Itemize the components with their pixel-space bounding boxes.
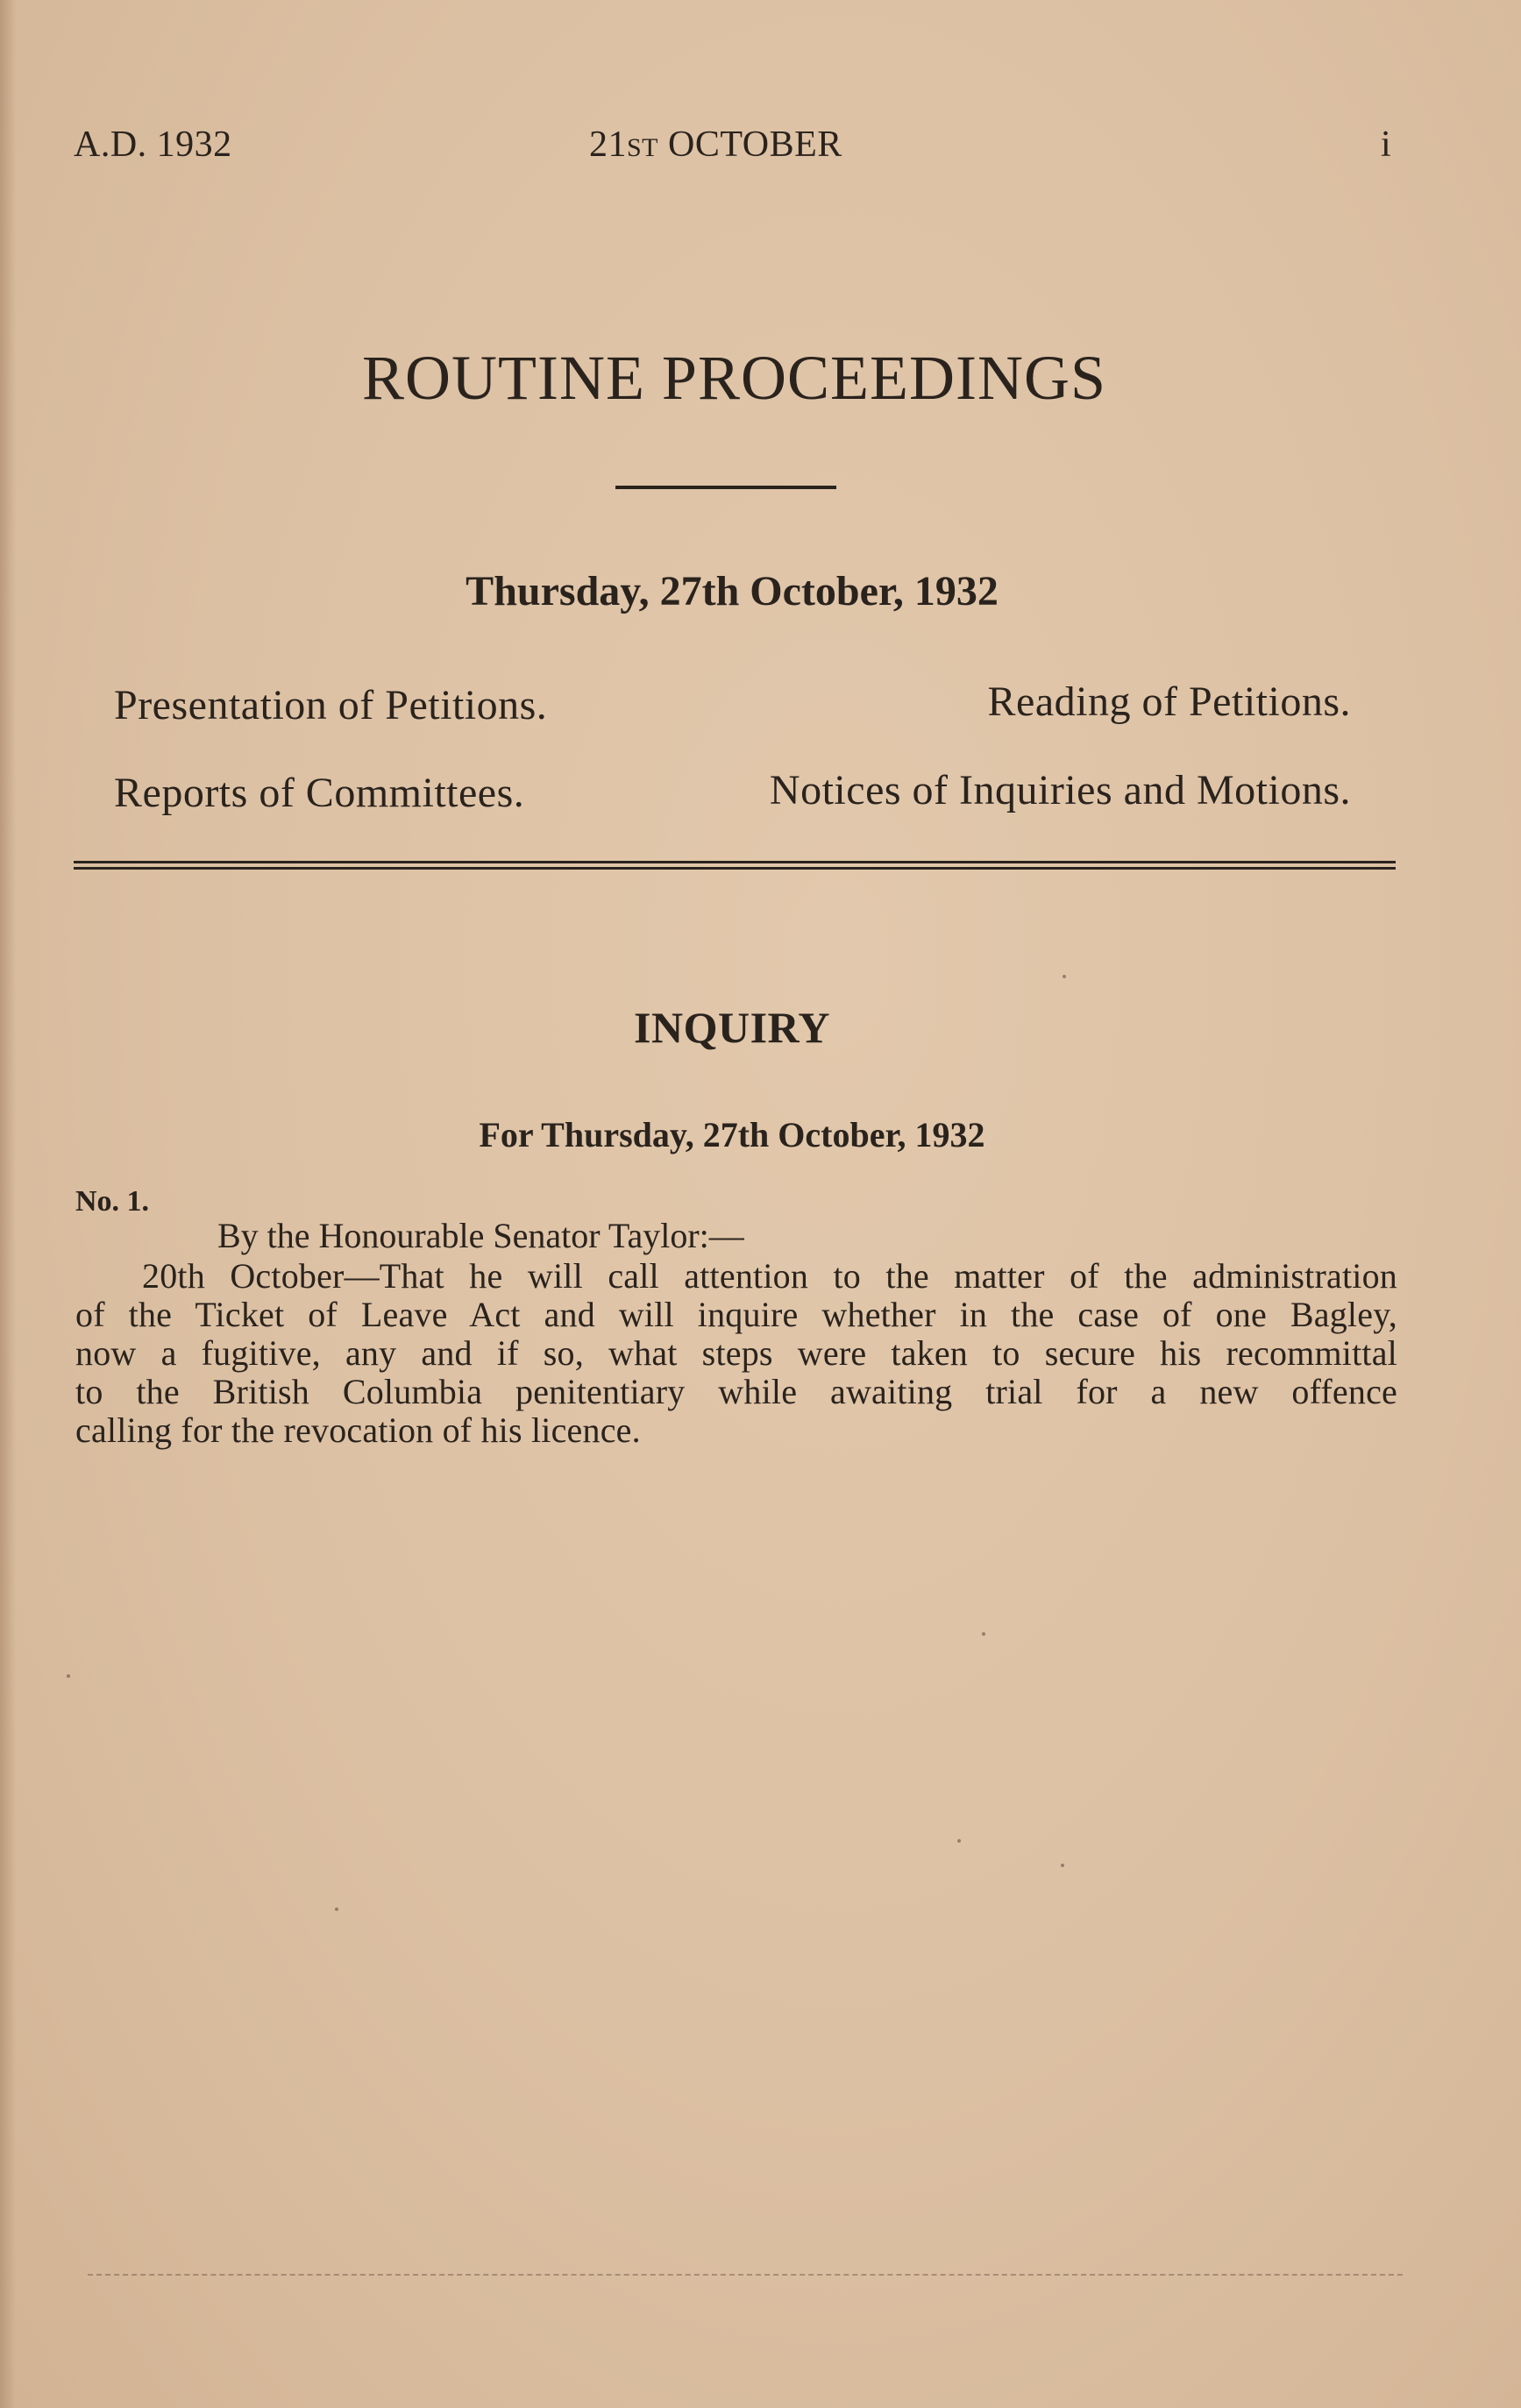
title-rule [615, 486, 836, 489]
page-number: i [1381, 124, 1392, 165]
inquiry-text-line: of the Ticket of Leave Act and will inquire whether in the case of one Bagley, [75, 1295, 1397, 1334]
inquiry-mover: By the Honourable Senator Taylor:— [217, 1216, 744, 1255]
inquiry-text [75, 1257, 1397, 1450]
running-header-day-suffix: ST [627, 133, 659, 162]
paper-speck [957, 1839, 961, 1843]
paper-speck [982, 1632, 985, 1636]
footer-bleed-rule [88, 2274, 1403, 2276]
order-item-reports-of-committees: Reports of Committees. [114, 770, 525, 816]
inquiry-text-line: calling for the revocation of his licence. [75, 1410, 641, 1450]
page-title: ROUTINE PROCEEDINGS [361, 343, 1106, 413]
inquiry-text-line: 20th October—That he will call attention to the matter of the administration [142, 1256, 1397, 1296]
section-double-rule [74, 861, 1396, 870]
inquiry-text-line: now a fugitive, any and if so, what steps were taken to secure his recommittal [75, 1333, 1397, 1373]
sitting-date: Thursday, 27th October, 1932 [466, 568, 999, 614]
paper-speck [1063, 975, 1066, 978]
order-item-notices-of-inquiries: Notices of Inquiries and Motions. [769, 767, 1351, 813]
running-header-month: OCTOBER [668, 124, 842, 165]
paper-speck [67, 1674, 70, 1678]
inquiry-text-line: to the British Columbia penitentiary while awaiting trial for a new offence [75, 1372, 1397, 1411]
running-header-year: A.D. 1932 [74, 124, 232, 165]
running-header-day: 21 [589, 124, 627, 165]
inquiry-number: No. 1. [75, 1185, 150, 1218]
paper-speck [335, 1907, 338, 1911]
running-header-date [589, 123, 842, 170]
section-heading: INQUIRY [634, 1003, 830, 1052]
order-item-presentation-of-petitions: Presentation of Petitions. [114, 682, 548, 728]
section-subheading: For Thursday, 27th October, 1932 [479, 1115, 985, 1154]
paper-speck [1061, 1864, 1064, 1867]
order-item-reading-of-petitions: Reading of Petitions. [987, 678, 1351, 725]
